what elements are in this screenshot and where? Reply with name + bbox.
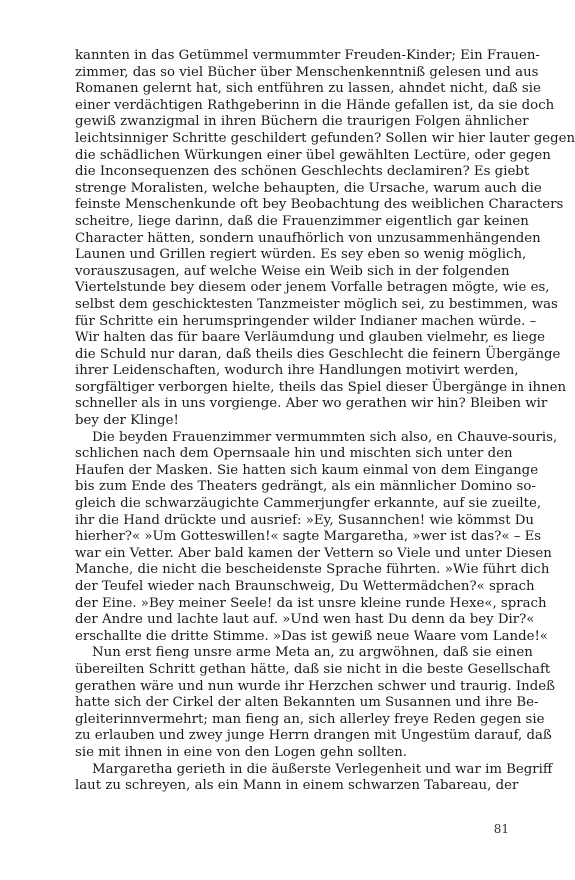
text-line: die schädlichen Würkungen einer übel gewählten Lectüre, oder gegen	[75, 147, 551, 163]
text-line: hatte sich der Cirkel der alten Bekannten um Susannen und ihre Be-	[75, 695, 539, 711]
text-line: bis zum Ende des Theaters gedrängt, als ein männlicher Domino so-	[75, 479, 536, 495]
text-line: für Schritte ein herumspringender wilder Indianer machen würde. –	[75, 313, 537, 329]
text-line: der Eine. »Bey meiner Seele! da ist unsre kleine runde Hexe«, sprach	[75, 595, 547, 611]
text-line: zimmer, das so viel Bücher über Menschenkenntniß gelesen und aus	[75, 64, 539, 80]
text-line: war ein Vetter. Aber bald kamen der Vettern so Viele und unter Diesen	[75, 545, 552, 561]
text-line: Character hätten, sondern unaufhörlich von unzusammenhängenden	[75, 230, 541, 246]
text-line: Nun erst fieng unsre arme Meta an, zu argwöhnen, daß sie einen	[92, 645, 533, 661]
text-line: Romanen gelernt hat, sich entführen zu lassen, ahndet nicht, daß sie	[75, 81, 541, 97]
text-line: leichtsinniger Schritte geschildert gefunden? Sollen wir hier lauter gegen	[75, 130, 575, 146]
text-line: Margaretha gerieth in die äußerste Verlegenheit und war im Begriff	[92, 761, 553, 777]
text-line: bey der Klinge!	[75, 413, 179, 429]
text-line: einer verdächtigen Rathgeberinn in die Hände gefallen ist, da sie doch	[75, 97, 555, 113]
text-line: feinste Menschenkunde oft bey Beobachtung des weiblichen Characters	[75, 197, 564, 213]
text-line: Launen und Grillen regiert würden. Es sey eben so wenig möglich,	[75, 247, 527, 263]
text-line: schlichen nach dem Opernsaale hin und mischten sich unter den	[75, 446, 513, 462]
text-line: Die beyden Frauenzimmer vermummten sich also, en Chauve-souris,	[92, 429, 558, 445]
text-line: selbst dem geschicktesten Tanzmeister möglich sei, zu bestimmen, was	[75, 296, 558, 312]
text-line: der Andre und lachte laut auf. »Und wen hast Du denn da bey Dir?«	[75, 612, 535, 628]
text-line: sie mit ihnen in eine von den Logen gehn sollten.	[75, 744, 408, 760]
text-line: ihr die Hand drückte und ausrief: »Ey, Susannchen! wie kömmst Du	[75, 512, 534, 528]
text-line: ihrer Leidenschaften, wodurch ihre Handlungen motivirt werden,	[75, 363, 519, 379]
text-line: Wir halten das für baare Verläumdung und glauben vielmehr, es liege	[75, 330, 545, 346]
text-line: der Teufel wieder nach Braunschweig, Du Wettermädchen?« sprach	[75, 579, 535, 594]
text-line: gleich die schwarzäugichte Cammerjungfer erkannte, auf sie zueilte,	[75, 496, 542, 512]
text-line: die Inconsequenzen des schönen Geschlechts declamiren? Es giebt	[75, 164, 530, 180]
text-line: hierher?« »Um Gotteswillen!« sagte Margaretha, »wer ist das?« – Es	[75, 529, 542, 545]
page-body	[75, 48, 575, 795]
text-line: laut zu schreyen, als ein Mann in einem schwarzen Tabareau, der	[75, 778, 519, 794]
text-line: strenge Moralisten, welche behaupten, die Ursache, warum auch die	[75, 180, 542, 196]
text-line: scheitre, liege darinn, daß die Frauenzimmer eigentlich gar keinen	[75, 213, 529, 229]
text-line: zu erlauben und zwey junge Herrn drangen mit Ungestüm darauf, daß	[75, 728, 552, 744]
text-line: Manche, die nicht die bescheidenste Sprache führten. »Wie führt dich	[75, 562, 550, 578]
text-line: Viertelstunde bey diesem oder jenem Vorfalle betragen mögte, wie es,	[75, 280, 550, 296]
text-line: sorgfältiger verborgen hielte, theils das Spiel dieser Übergänge in ihnen	[75, 379, 567, 395]
text-line: gewiß zwanzigmal in ihren Büchern die traurigen Folgen ähnlicher	[75, 114, 529, 130]
text-line: vorauszusagen, auf welche Weise ein Weib sich in der folgenden	[75, 263, 510, 279]
text-line: kannten in das Getümmel vermummter Freuden-Kinder; Ein Frauen-	[75, 48, 540, 63]
text-line: gerathen wäre und nun wurde ihr Herzchen schwer und traurig. Indeß	[75, 678, 555, 694]
page-number: 81	[493, 822, 509, 836]
text-line: erschallte die dritte Stimme. »Das ist gewiß neue Waare vom Lande!«	[75, 628, 548, 644]
text-line: Haufen der Masken. Sie hatten sich kaum einmal von dem Eingange	[75, 462, 539, 478]
text-line: die Schuld nur daran, daß theils dies Geschlecht die feinern Übergänge	[75, 346, 561, 362]
text-line: schneller als in uns vorgienge. Aber wo gerathen wir hin? Bleiben wir	[75, 396, 548, 412]
text-line: gleiterinnvermehrt; man fieng an, sich allerley freye Reden gegen sie	[75, 711, 545, 727]
text-line: übereilten Schritt gethan hätte, daß sie nicht in die beste Gesellschaft	[75, 661, 551, 677]
